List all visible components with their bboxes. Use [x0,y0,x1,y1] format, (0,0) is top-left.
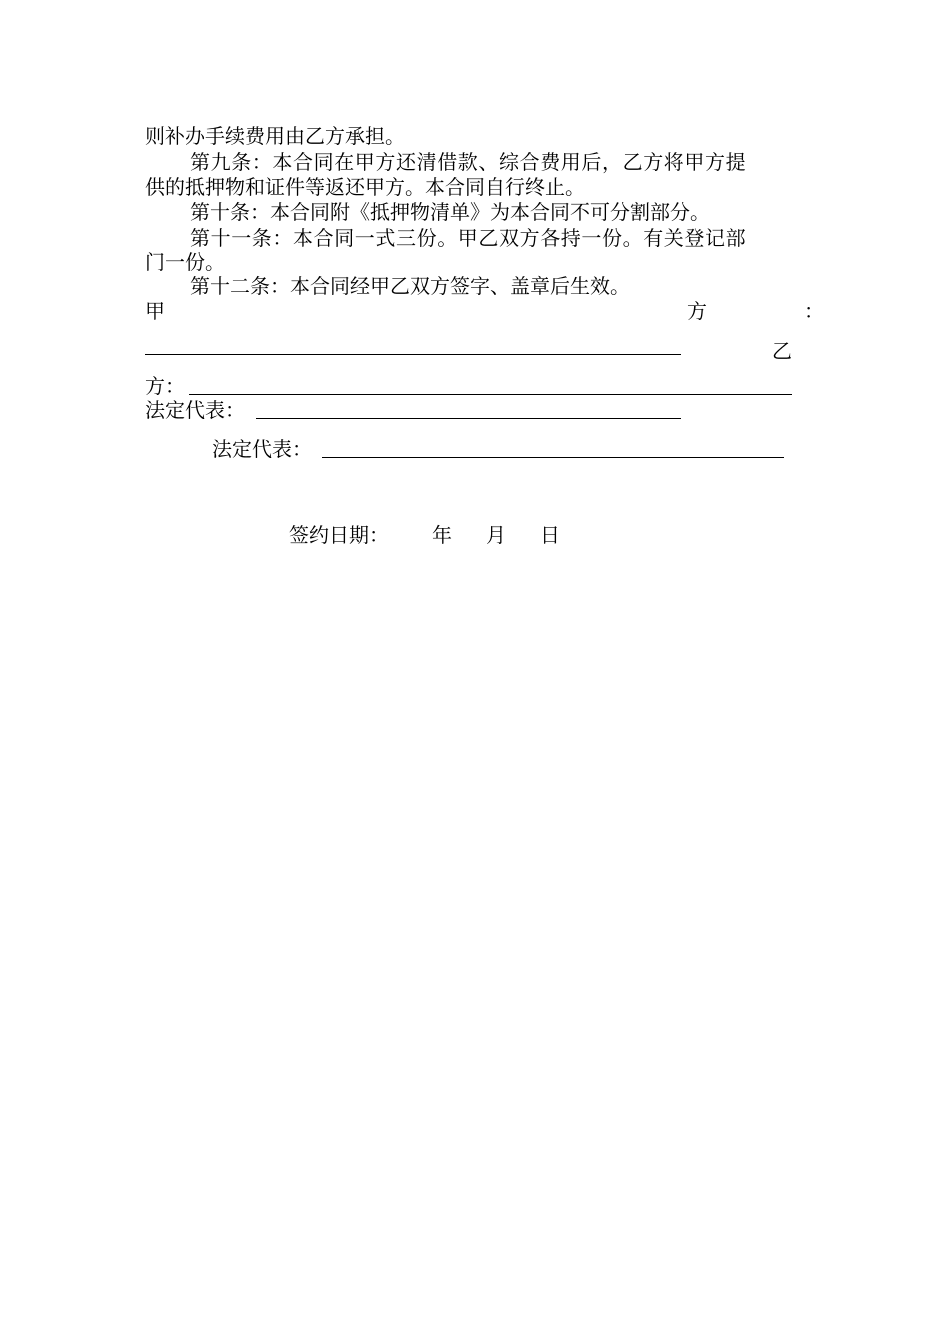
clause-10: 第十条：本合同附《抵押物清单》为本合同不可分割部分。 [190,200,710,224]
clause-11-line-2: 门一份。 [145,250,225,274]
party-a-legal-rep-label: 法定代表： [145,398,245,422]
sign-date-month: 月 [486,523,506,547]
clause-8-tail: 则补办手续费用由乙方承担。 [145,124,405,148]
party-b-label-char-1: 乙 [772,339,792,363]
clause-9-line-1: 第九条：本合同在甲方还清借款、综合费用后，乙方将甲方提 [190,150,747,174]
party-b-legal-rep-line [322,457,784,458]
party-a-legal-rep-line [256,418,681,419]
clause-12: 第十二条：本合同经甲乙双方签字、盖章后生效。 [190,274,630,298]
party-a-label-colon: ： [804,299,824,323]
party-b-label: 方： [145,374,185,398]
party-a-signature-line [145,354,681,355]
party-a-label-char-2: 方 [687,299,707,323]
party-b-legal-rep-label: 法定代表： [212,437,312,461]
party-a-label-char-1: 甲 [145,299,165,323]
party-b-signature-line [189,394,792,395]
sign-date-label: 签约日期： [289,523,389,547]
sign-date-day: 日 [540,523,560,547]
sign-date-year: 年 [432,523,452,547]
clause-11-line-1: 第十一条：本合同一式三份。甲乙双方各持一份。有关登记部 [190,226,747,250]
clause-9-line-2: 供的抵押物和证件等返还甲方。本合同自行终止。 [145,175,585,199]
